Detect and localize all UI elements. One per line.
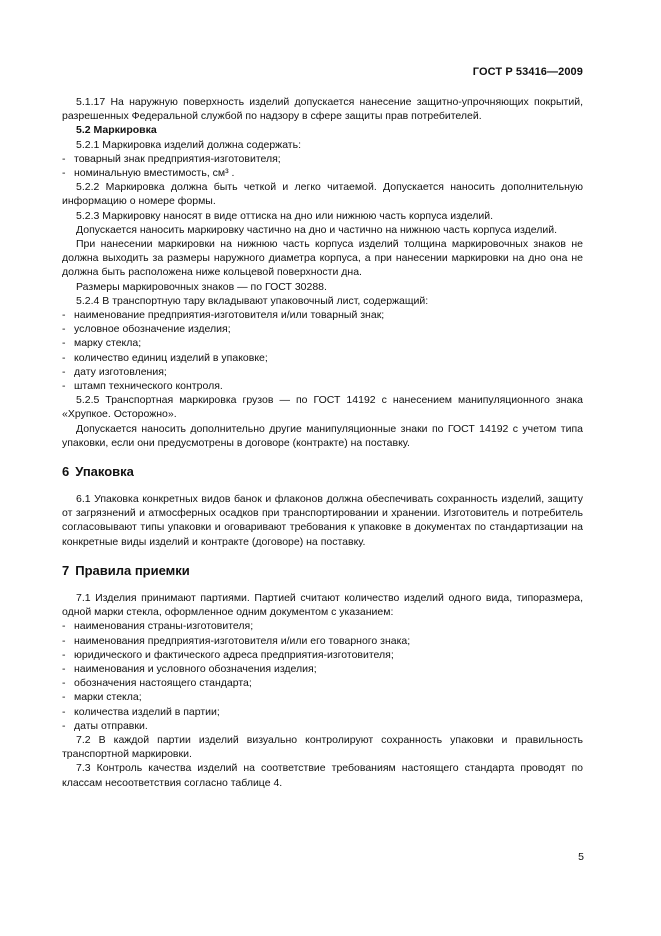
paragraph: 5.2.2 Маркировка должна быть четкой и легко читаемой. Допускается наносить дополнительную информацию о номере формы. [62, 181, 583, 208]
list-item: - наименования и условного обозначения изделия; [62, 662, 317, 675]
list-item: - штамп технического контроля. [62, 380, 223, 393]
list-item: - наименование предприятия-изготовителя и/или товарный знак; [62, 309, 385, 322]
paragraph: 5.2.4 В транспортную тару вкладывают упаковочный лист, содержащий: [76, 294, 429, 307]
section-title: Упаковка [75, 464, 134, 480]
page-number: 5 [578, 851, 584, 863]
list-item-text: даты отправки. [74, 719, 148, 732]
list-item: - наименования предприятия-изготовителя и/или его товарного знака; [62, 634, 411, 647]
list-item-text: номинальную вместимость, см³ . [74, 167, 235, 180]
list-item: - дату изготовления; [62, 365, 167, 378]
list-item-text: наименования и условного обозначения изделия; [74, 662, 317, 675]
paragraph: 6.1 Упаковка конкретных видов банок и флаконов должна обеспечивать сохранность изделий, защиту от загрязнений и атмосферных осадков при транспортировании и хранении. Изготовитель и потребитель согласовывают типы упаковки и оговаривают требования к упаковке в документах по стандартизации на конкретные виды изделий и контракте (договоре) на поставку. [62, 493, 583, 548]
list-item: - номинальную вместимость, см³ . [62, 167, 235, 180]
list-item-text: дату изготовления; [74, 365, 167, 378]
list-item-text: товарный знак предприятия-изготовителя; [74, 152, 281, 165]
list-item: - юридического и фактического адреса предприятия-изготовителя; [62, 648, 394, 661]
list-item-text: марку стекла; [74, 337, 142, 350]
section-number: 7 [62, 562, 70, 578]
paragraph: Размеры маркировочных знаков — по ГОСТ 30288. [76, 280, 327, 293]
list-item-text: количества изделий в партии; [74, 705, 220, 718]
paragraph: 5.2.1 Маркировка изделий должна содержать: [76, 138, 302, 151]
subsection-heading: 5.2 Маркировка [76, 124, 157, 137]
paragraph: Допускается наносить маркировку частично на дно и частично на нижнюю часть корпуса изделий. [76, 223, 557, 236]
list-item-text: штамп технического контроля. [74, 380, 223, 393]
list-item: - обозначения настоящего стандарта; [62, 677, 252, 690]
list-item: - марки стекла; [62, 691, 142, 704]
paragraph: 7.1 Изделия принимают партиями. Партией считают количество изделий одного вида, типоразмера, одной марки стекла, оформленное одним документом с указанием: [62, 591, 583, 619]
document-header-id: ГОСТ Р 53416—2009 [472, 66, 583, 78]
list-item: - даты отправки. [62, 719, 148, 732]
list-item-text: наименования страны-изготовителя; [74, 620, 254, 633]
section-number: 6 [62, 464, 70, 480]
list-item-text: условное обозначение изделия; [74, 323, 231, 336]
document-body [62, 95, 583, 790]
list-item: - условное обозначение изделия; [62, 323, 231, 336]
section-heading-6 [62, 464, 583, 480]
list-item-text: обозначения настоящего стандарта; [74, 677, 252, 690]
list-item: - товарный знак предприятия-изготовителя; [62, 152, 281, 165]
paragraph: При нанесении маркировки на нижнюю часть корпуса изделий толщина маркировочных знаков не должна выходить за размеры наружного диаметра корпуса, а при нанесении маркировки на дно она не должна быть расположена ниже кольцевой поверхности дна. [62, 238, 583, 279]
list-item-text: марки стекла; [74, 691, 142, 704]
list-item: - наименования страны-изготовителя; [62, 620, 254, 633]
list-item: - марку стекла; [62, 337, 142, 350]
paragraph: 5.2.3 Маркировку наносят в виде оттиска на дно или нижнюю часть корпуса изделий. [76, 209, 494, 222]
paragraph: 7.2 В каждой партии изделий визуально контролируют сохранность упаковки и правильность транспортной маркировки. [62, 733, 583, 761]
section-title: Правила приемки [75, 562, 190, 578]
paragraph: 5.1.17 На наружную поверхность изделий допускается нанесение защитно-упрочняющих покрытий, разрешенных Федеральной службой по надзору в сфере защиты прав потребителей. [62, 96, 583, 123]
list-item-text: юридического и фактического адреса предприятия-изготовителя; [74, 648, 394, 661]
list-item-text: наименования предприятия-изготовителя и/или его товарного знака; [74, 634, 411, 647]
list-item: - количество единиц изделий в упаковке; [62, 351, 268, 364]
paragraph: 5.2.5 Транспортная маркировка грузов — по ГОСТ 14192 с нанесением манипуляционного знака «Хрупкое. Осторожно». [62, 394, 583, 421]
list-item-text: количество единиц изделий в упаковке; [74, 351, 268, 364]
paragraph: 7.3 Контроль качества изделий на соответствие требованиям настоящего стандарта проводят по классам несоответствия согласно таблице 4. [62, 762, 583, 789]
paragraph: Допускается наносить дополнительно другие манипуляционные знаки по ГОСТ 14192 с учетом типа упаковки, если они предусмотрены в договоре (контракте) на поставку. [62, 422, 583, 449]
section-heading-7 [62, 563, 583, 579]
list-item: - количества изделий в партии; [62, 705, 220, 718]
list-item-text: наименование предприятия-изготовителя и/или товарный знак; [74, 309, 385, 322]
